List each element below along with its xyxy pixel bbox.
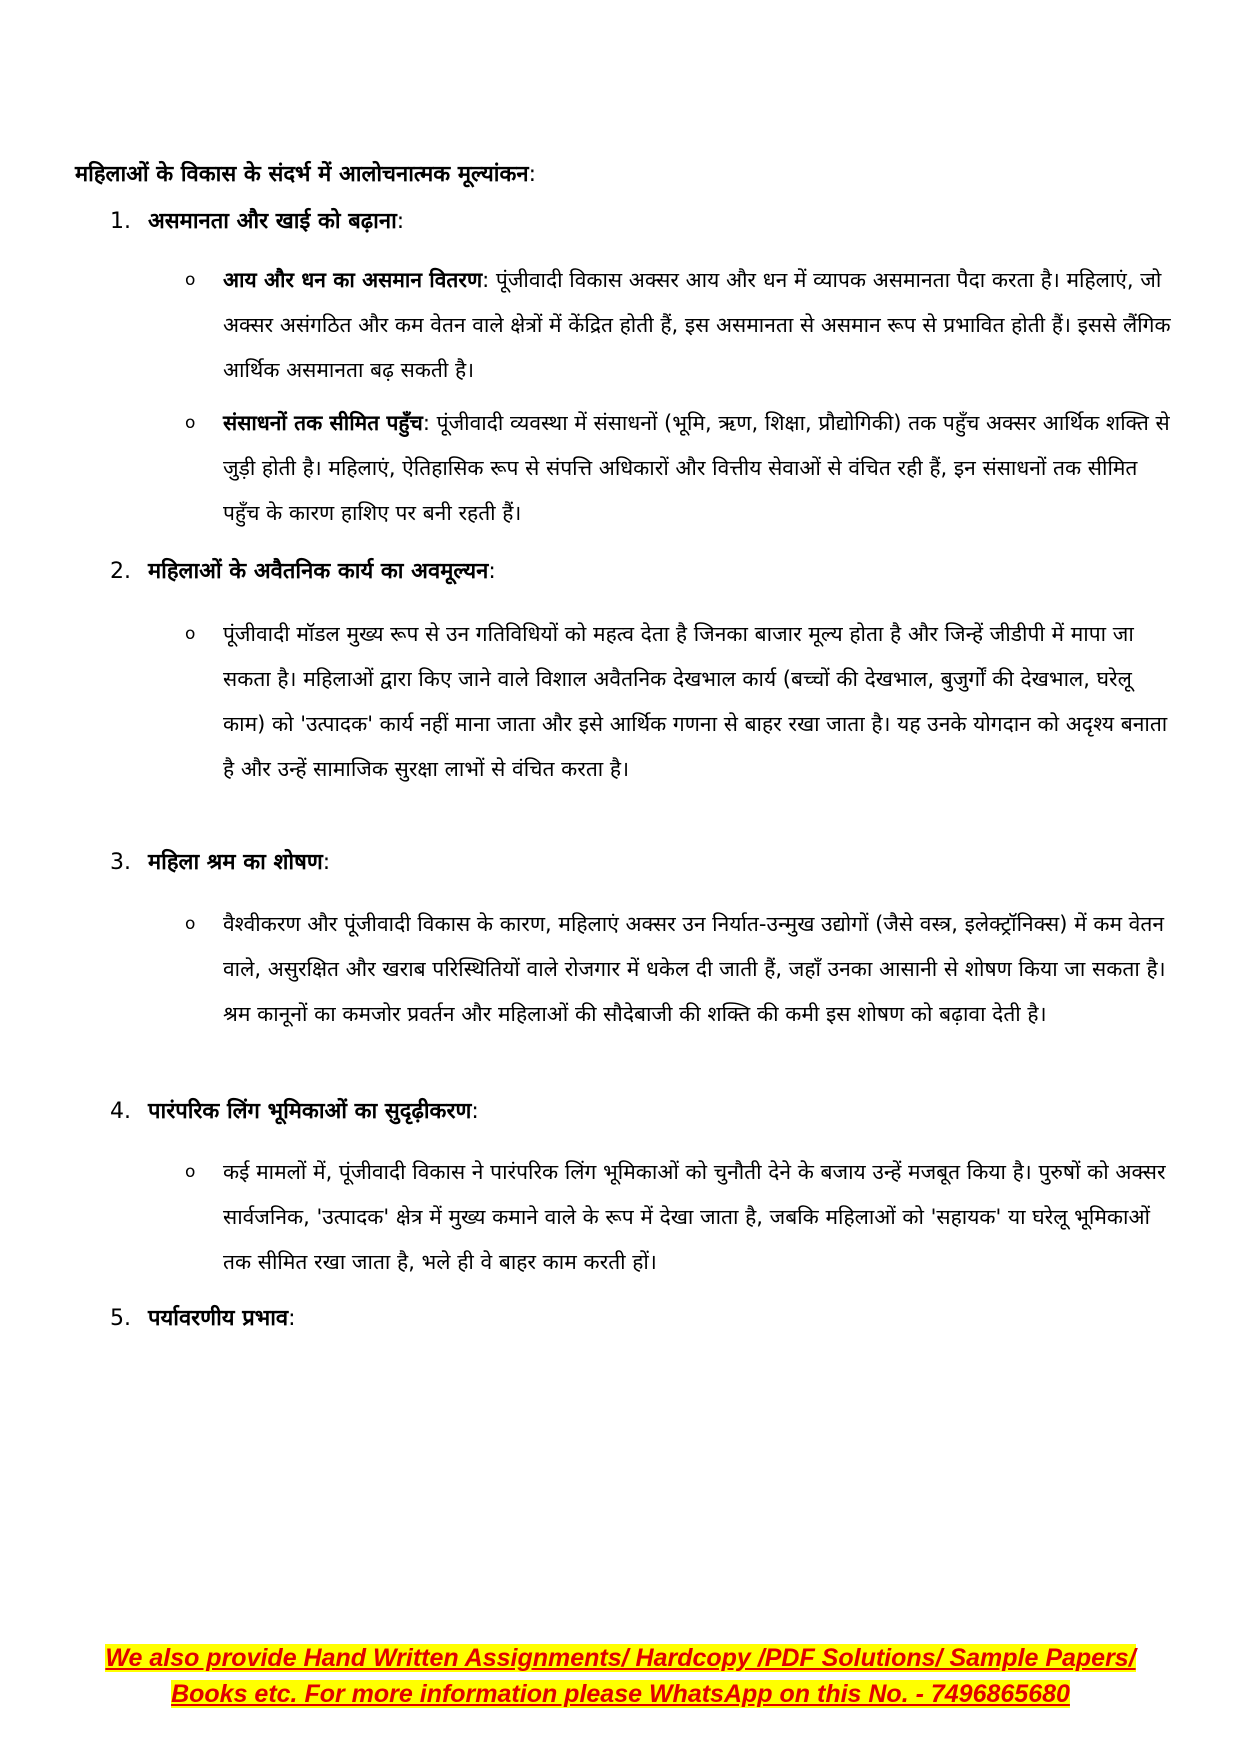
section-title: पर्यावरणीय प्रभाव (148, 1306, 289, 1331)
page-title-text: महिलाओं के विकास के संदर्भ में आलोचनात्मक मूल्यांकन (75, 162, 529, 187)
section-title: महिलाओं के अवैतनिक कार्य का अवमूल्यन (148, 559, 489, 584)
bullet-text: पूंजीवादी मॉडल मुख्य रूप से उन गतिविधियों को महत्व देता है जिनका बाजार मूल्य होता है और जिन्हें जीडीपी में मापा जा सकता है। महिलाओं द्वारा किए जाने वाले विशाल अवैतनिक देखभाल कार्य (बच्चों की देखभाल, बुजुर्गों की देखभाल, घरेलू काम) को 'उत्पादक' कार्य नहीं माना जाता और इसे आर्थिक गणना से बाहर रखा जाता है। यह उनके योगदान को अदृश्य बनाता है और उन्हें सामाजिक सुरक्षा लाभों से वंचित करता है। (223, 622, 1168, 781)
section-3-bullet-1 (185, 902, 1175, 1037)
bullet-term-colon: : (482, 268, 490, 292)
bullet-text: कई मामलों में, पूंजीवादी विकास ने पारंपरिक लिंग भूमिकाओं को चुनौती देने के बजाय उन्हें मजबूत किया है। पुरुषों को अक्सर सार्वजनिक, 'उत्पादक' क्षेत्र में मुख्य कमाने वाले के रूप में देखा जाता है, जबकि महिलाओं को 'सहायक' या घरेलू भूमिकाओं तक सीमित रखा जाता है, भले ही वे बाहर काम करती हों। (223, 1160, 1166, 1274)
section-title: महिला श्रम का शोषण (148, 850, 323, 875)
section-2-bullet-1 (185, 612, 1175, 792)
section-4-bullet-1 (185, 1150, 1175, 1285)
section-number: 5. (110, 1306, 131, 1331)
section-number: 2. (110, 559, 131, 584)
section-1-bullet-2 (185, 401, 1175, 536)
section-3-heading (110, 846, 330, 876)
bullet-text (223, 401, 1175, 536)
section-colon: : (396, 209, 405, 234)
bullet-text: वैश्वीकरण और पूंजीवादी विकास के कारण, महिलाएं अक्सर उन निर्यात-उन्मुख उद्योगों (जैसे वस्त्र, इलेक्ट्रॉनिक्स) में कम वेतन वाले, असुरक्षित और खराब परिस्थितियों वाले रोजगार में धकेल दी जाती हैं, जहाँ उनका आसानी से शोषण किया जा सकता है। श्रम कानूनों का कमजोर प्रवर्तन और महिलाओं की सौदेबाजी की शक्ति की कमी इस शोषण को बढ़ावा देती है। (223, 912, 1166, 1026)
section-colon: : (322, 850, 331, 875)
bullet-circle-icon: o (185, 624, 196, 644)
bullet-term-colon: : (422, 411, 430, 435)
bullet-circle-icon: o (185, 914, 196, 934)
footer-line-1: We also provide Hand Written Assignments/ Hardcopy /PDF Solutions/ Sample Papers/ (105, 1644, 1136, 1672)
bullet-circle-icon: o (185, 413, 196, 433)
section-2-heading (110, 555, 496, 585)
bullet-text (223, 258, 1175, 393)
section-number: 4. (110, 1099, 131, 1124)
section-colon: : (471, 1099, 479, 1124)
section-number: 1. (110, 209, 131, 234)
footer-line-2: Books etc. For more information please WhatsApp on this No. - 7496865680 (171, 1680, 1070, 1708)
section-title: पारंपरिक लिंग भूमिकाओं का सुदृढ़ीकरण (148, 1099, 472, 1124)
bullet-circle-icon: o (185, 1162, 196, 1182)
promo-footer (0, 1640, 1241, 1712)
bullet-term: संसाधनों तक सीमित पहुँच (223, 411, 423, 435)
section-4-heading (110, 1095, 479, 1125)
section-colon: : (288, 1306, 296, 1331)
bullet-body: पूंजीवादी विकास अक्सर आय और धन में व्यापक असमानता पैदा करता है। महिलाएं, जो अक्सर असंगठित और कम वेतन वाले क्षेत्रों में केंद्रित होती हैं, इस असमानता से असमान रूप से प्रभावित होती हैं। इससे लैंगिक आर्थिक असमानता बढ़ सकती है। (223, 268, 1171, 382)
section-5-heading (110, 1302, 296, 1332)
bullet-body: पूंजीवादी व्यवस्था में संसाधनों (भूमि, ऋण, शिक्षा, प्रौद्योगिकी) तक पहुँच अक्सर आर्थिक शक्ति से जुड़ी होती है। महिलाएं, ऐतिहासिक रूप से संपत्ति अधिकारों और वित्तीय सेवाओं से वंचित रही हैं, इन संसाधनों तक सीमित पहुँच के कारण हाशिए पर बनी रहती हैं। (223, 411, 1170, 525)
section-title: असमानता और खाई को बढ़ाना (148, 209, 397, 234)
page-title (75, 158, 536, 188)
page-title-colon: : (528, 162, 537, 187)
section-1-bullet-1 (185, 258, 1175, 393)
section-1-heading (110, 205, 404, 235)
bullet-circle-icon: o (185, 270, 196, 290)
section-number: 3. (110, 850, 131, 875)
bullet-term: आय और धन का असमान वितरण (223, 268, 483, 292)
section-colon: : (488, 559, 496, 584)
